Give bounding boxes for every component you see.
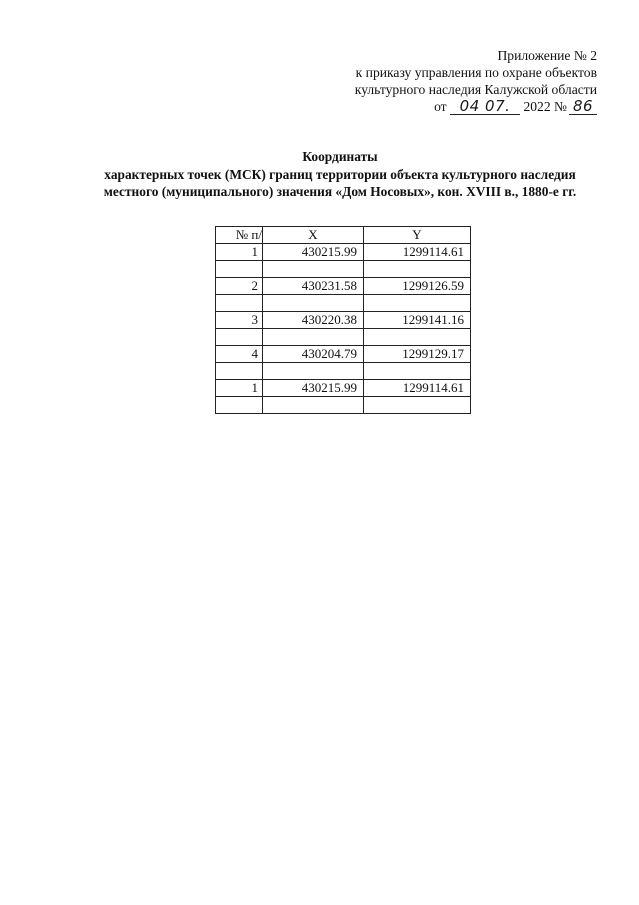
table-row <box>216 346 471 363</box>
table-row <box>216 363 471 380</box>
table-row <box>216 397 471 414</box>
coordinates-table <box>215 226 471 414</box>
cell-y <box>364 261 471 278</box>
cell-number: 1 <box>216 380 263 397</box>
cell-y <box>364 363 471 380</box>
cell-number <box>216 295 263 312</box>
cell-x: 430215.99 <box>263 380 364 397</box>
date-prefix: от <box>434 99 447 114</box>
table-row <box>216 261 471 278</box>
title-heading: Координаты <box>302 149 378 164</box>
appendix-authority: культурного наследия Калужской области <box>354 82 597 97</box>
handwritten-number: 86 <box>572 97 594 115</box>
cell-y <box>364 295 471 312</box>
appendix-header <box>277 47 597 117</box>
cell-y: 1299141.16 <box>364 312 471 329</box>
cell-y: 1299126.59 <box>364 278 471 295</box>
cell-y: 1299114.61 <box>364 244 471 261</box>
header-x: X <box>263 227 364 244</box>
cell-y: 1299114.61 <box>364 380 471 397</box>
cell-x: 430231.58 <box>263 278 364 295</box>
table-row <box>216 329 471 346</box>
appendix-title: Приложение № 2 <box>497 48 597 63</box>
cell-number <box>216 397 263 414</box>
header-y: Y <box>364 227 471 244</box>
cell-x <box>263 329 364 346</box>
appendix-order-ref: к приказу управления по охране объектов <box>355 65 597 80</box>
table-row <box>216 278 471 295</box>
cell-number <box>216 363 263 380</box>
year-label: 2022 № <box>523 99 567 114</box>
table-row <box>216 312 471 329</box>
date-fill <box>450 99 520 115</box>
appendix-date-line <box>277 98 597 117</box>
number-fill <box>569 99 597 115</box>
cell-x <box>263 295 364 312</box>
handwritten-date: 04 07. <box>459 97 511 115</box>
title-line-3: местного (муниципального) значения «Дом Носовых», кон. XVIII в., 1880-е гг. <box>103 184 577 199</box>
table-header-row <box>216 227 471 244</box>
title-line-2: характерных точек (МСК) границ территории объекта культурного наследия <box>104 166 576 182</box>
header-number: № п/ <box>216 227 263 244</box>
cell-number: 3 <box>216 312 263 329</box>
cell-number: 2 <box>216 278 263 295</box>
document-title <box>60 148 620 201</box>
cell-x <box>263 261 364 278</box>
cell-y: 1299129.17 <box>364 346 471 363</box>
table-row <box>216 295 471 312</box>
cell-x: 430204.79 <box>263 346 364 363</box>
table-row <box>216 380 471 397</box>
cell-x <box>263 397 364 414</box>
cell-y <box>364 329 471 346</box>
cell-x <box>263 363 364 380</box>
cell-number: 4 <box>216 346 263 363</box>
cell-x: 430215.99 <box>263 244 364 261</box>
cell-number: 1 <box>216 244 263 261</box>
table-row <box>216 244 471 261</box>
cell-number <box>216 261 263 278</box>
cell-x: 430220.38 <box>263 312 364 329</box>
cell-number <box>216 329 263 346</box>
cell-y <box>364 397 471 414</box>
